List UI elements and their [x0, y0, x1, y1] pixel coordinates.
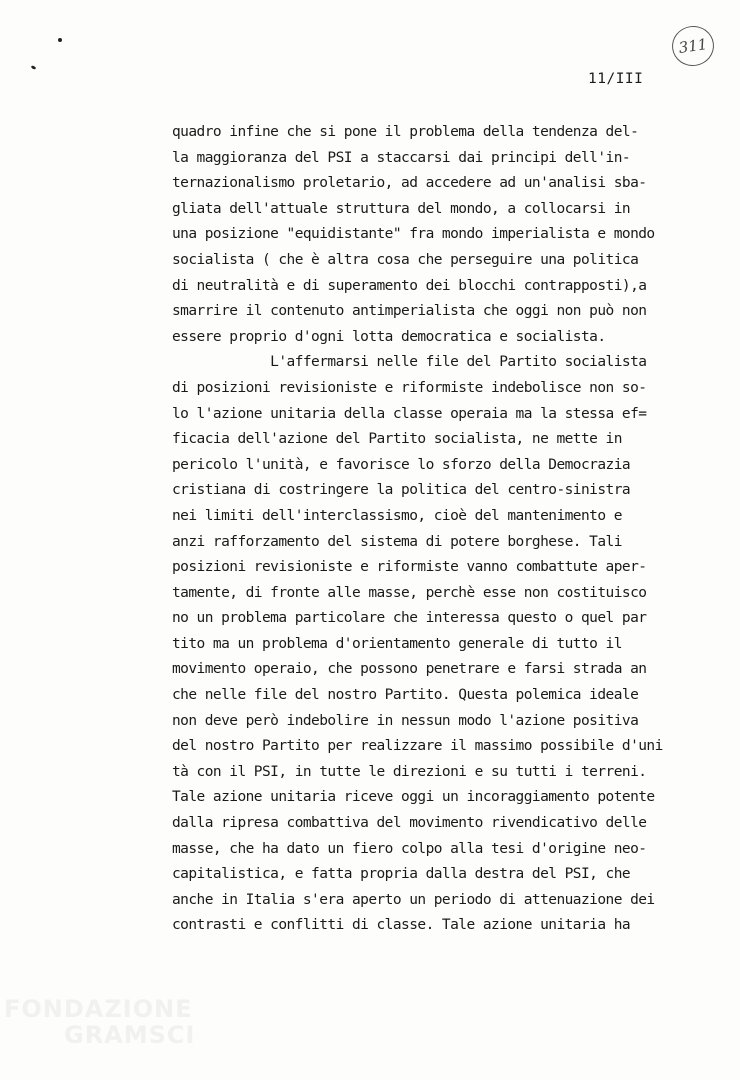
- text-line: gliata dell'attuale struttura del mondo, a collocarsi in: [172, 200, 631, 217]
- ink-speck: [31, 65, 37, 70]
- text-line: capitalistica, e fatta propria dalla destra del PSI, che: [172, 866, 631, 883]
- text-line: tito ma un problema d'orientamento generale di tutto il: [172, 635, 622, 652]
- text-line: di posizioni revisioniste e riformiste indebolisce non so-: [172, 379, 647, 396]
- text-line: masse, che ha dato un fiero colpo alla tesi d'origine neo-: [172, 840, 647, 857]
- watermark-line: GRAMSCI: [64, 1021, 196, 1049]
- text-line: una posizione "equidistante" fra mondo imperialista e mondo: [172, 226, 655, 243]
- page-number: 11/III: [588, 71, 644, 87]
- text-line: quadro infine che si pone il problema della tendenza del-: [172, 124, 639, 140]
- text-line: del nostro Partito per realizzare il massimo possibile d'uni: [172, 738, 663, 755]
- text-line: smarrire il contenuto antimperialista che oggi non può non: [172, 303, 647, 320]
- text-line: no un problema particolare che interessa questo o quel par: [172, 610, 647, 627]
- text-line: tà con il PSI, in tutte le direzioni e su tutti i terreni.: [172, 763, 647, 780]
- text-line: socialista ( che è altra cosa che perseguire una politica: [172, 251, 639, 268]
- watermark-line: FONDAZIONE: [4, 995, 193, 1023]
- text-line: contrasti e conflitti di classe. Tale azione unitaria ha: [172, 917, 631, 934]
- text-line: nei limiti dell'interclassismo, cioè del mantenimento e: [172, 507, 622, 524]
- text-line: che nelle file del nostro Partito. Questa polemica ideale: [172, 687, 639, 704]
- text-line: ficacia dell'azione del Partito socialista, ne mette in: [172, 431, 622, 448]
- text-line: lo l'azione unitaria della classe operaia ma la stessa ef=: [172, 405, 647, 422]
- text-line: essere proprio d'ogni lotta democratica e socialista.: [172, 328, 606, 345]
- text-line: la maggioranza del PSI a staccarsi dai principi dell'in-: [172, 149, 631, 166]
- text-line: Tale azione unitaria riceve oggi un incoraggiamento potente: [172, 789, 655, 806]
- text-line: movimento operaio, che possono penetrare e farsi strada an: [172, 661, 647, 678]
- archive-watermark: [4, 996, 204, 1048]
- text-line: dalla ripresa combattiva del movimento rivendicativo delle: [172, 815, 647, 832]
- text-line: tamente, di fronte alle masse, perchè esse non costituisco: [172, 584, 647, 601]
- text-line: anche in Italia s'era aperto un periodo di attenuazione dei: [172, 891, 655, 908]
- text-line: ternazionalismo proletario, ad accedere ad un'analisi sba-: [172, 175, 647, 192]
- ink-speck: [58, 38, 62, 42]
- text-line: cristiana di costringere la politica del centro-sinistra: [172, 482, 631, 499]
- text-line: non deve però indebolire in nessun modo l'azione positiva: [172, 712, 639, 729]
- typewritten-text: [172, 120, 712, 939]
- text-line: anzi rafforzamento del sistema di potere borghese. Tali: [172, 533, 622, 550]
- archive-stamp: 311: [669, 23, 716, 68]
- text-line: pericolo l'unità, e favorisce lo sforzo della Democrazia: [172, 456, 631, 473]
- text-line: di neutralità e di superamento dei blocchi contrapposti),a: [172, 277, 647, 294]
- text-line: L'affermarsi nelle file del Partito socialista: [172, 354, 647, 371]
- text-line: posizioni revisioniste e riformiste vanno combattute aper-: [172, 559, 647, 576]
